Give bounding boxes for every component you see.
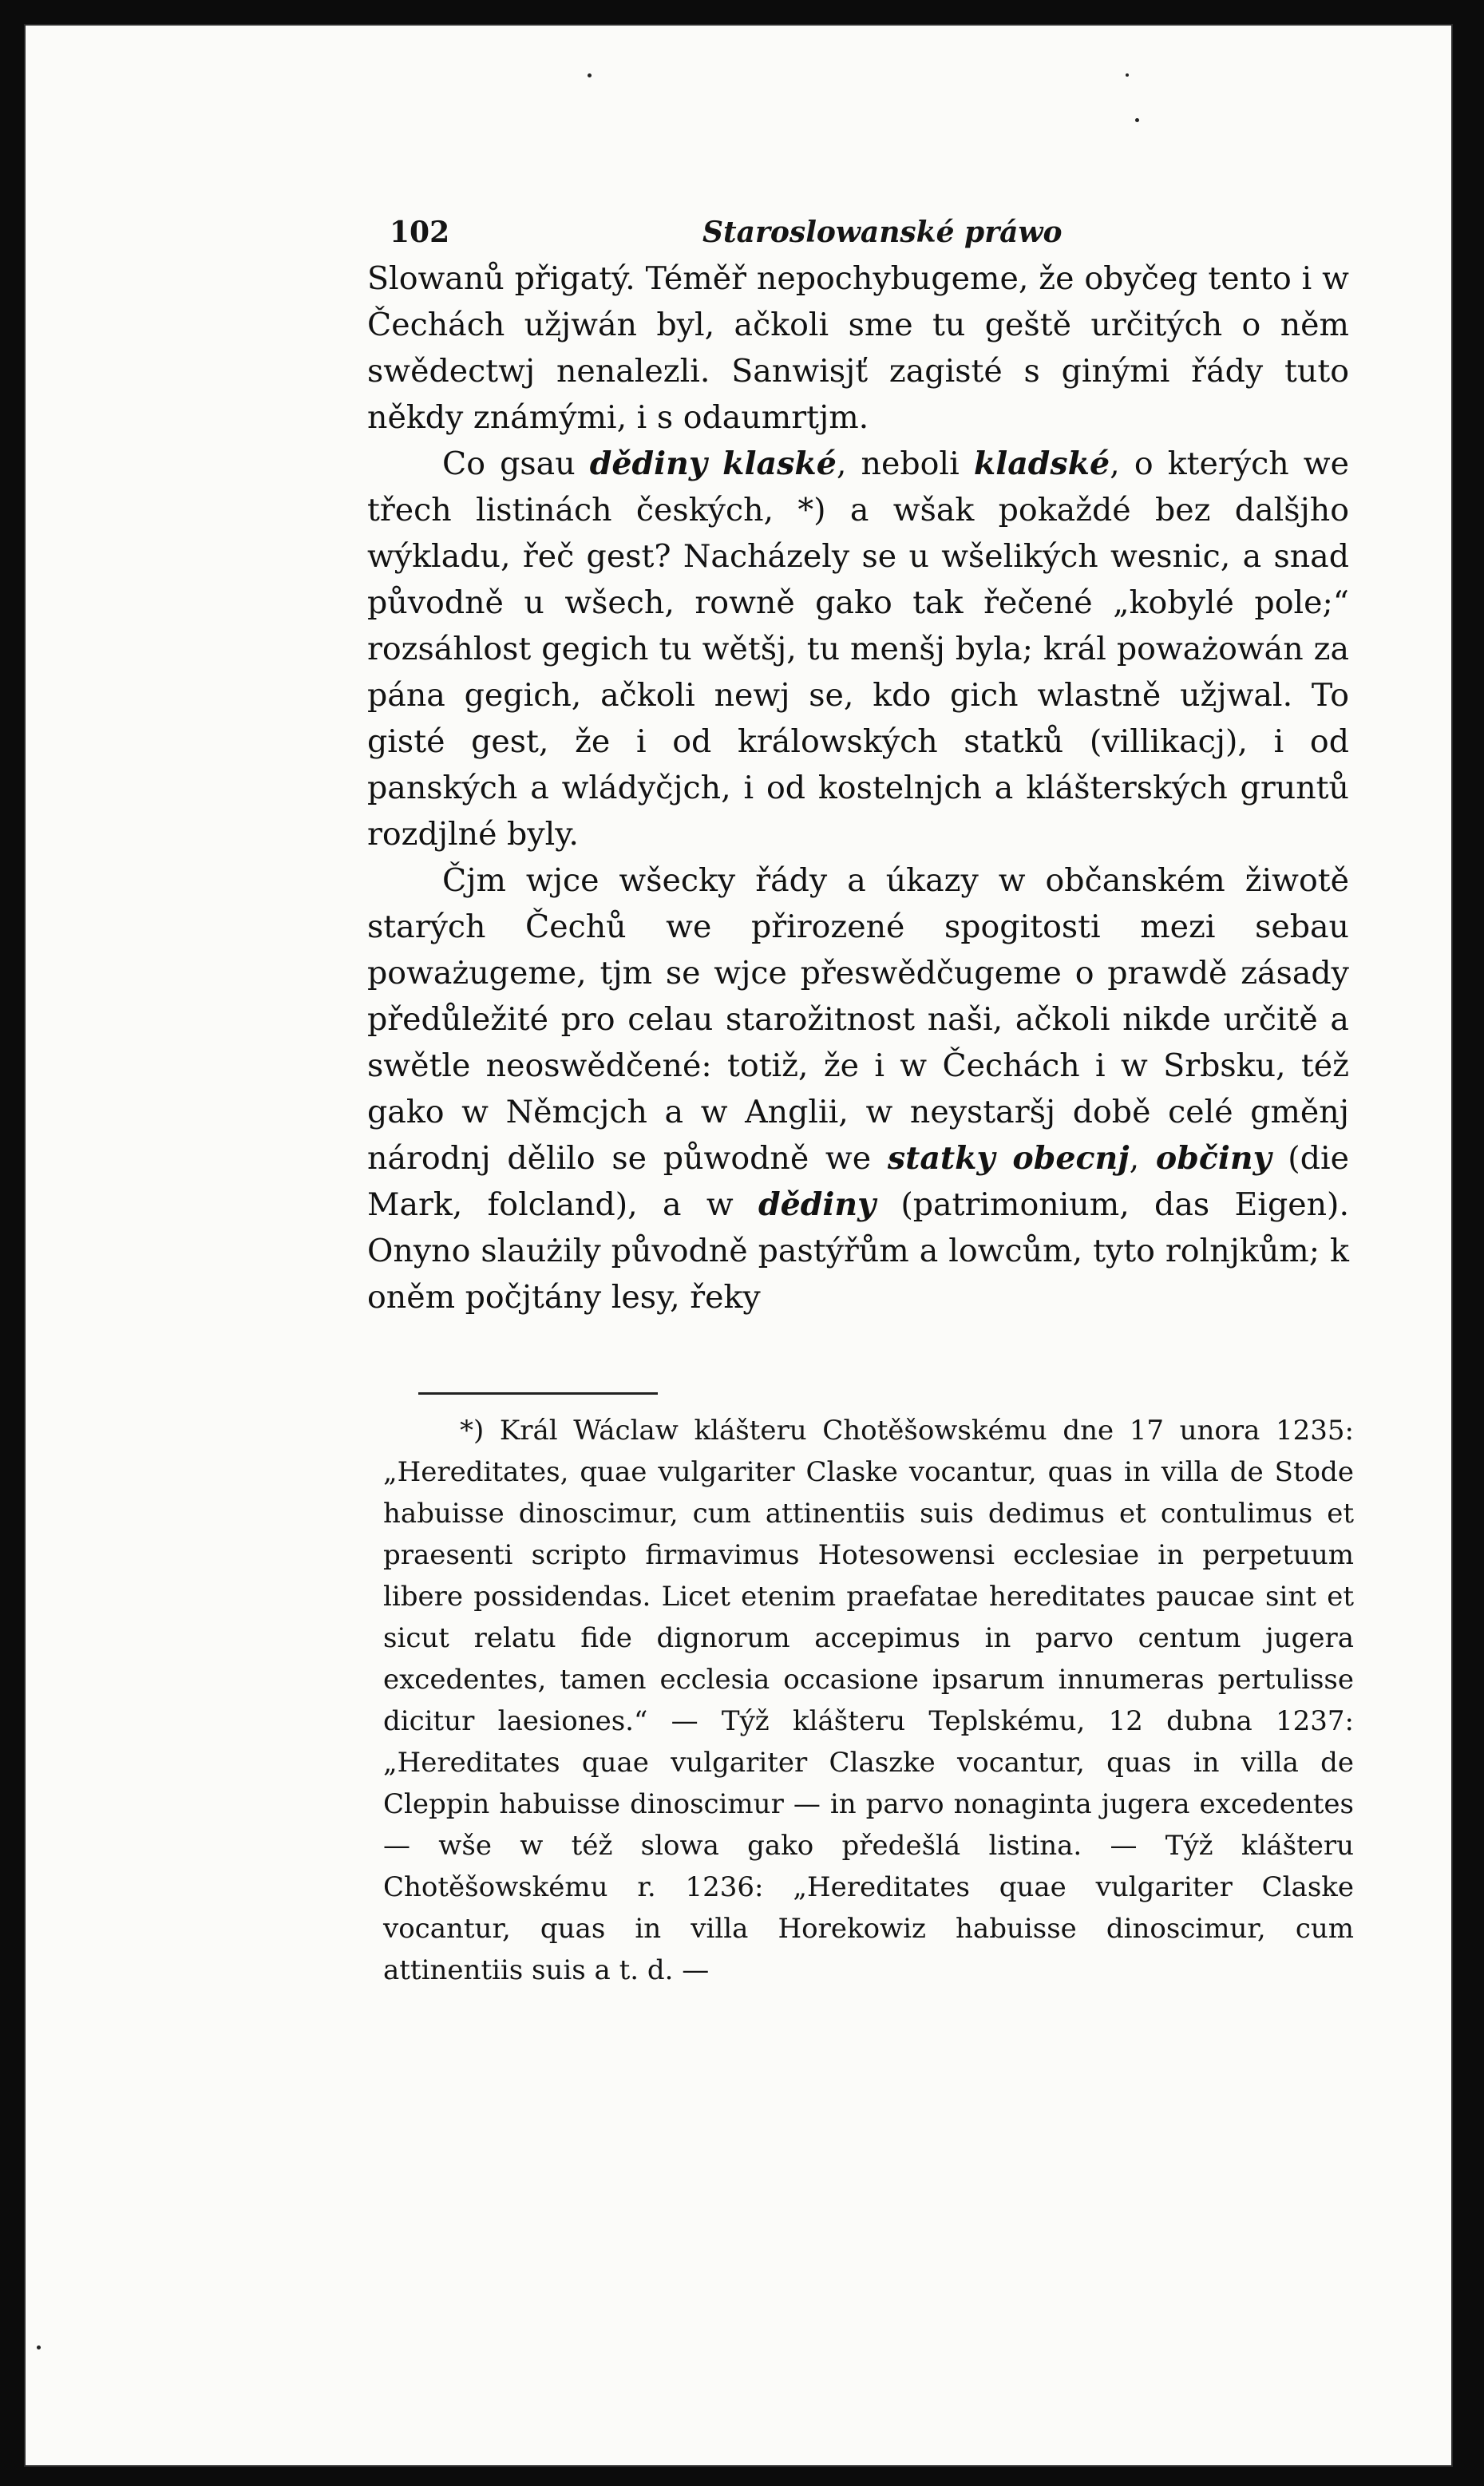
- emphasis-term: kladské: [973, 445, 1110, 482]
- text-run: (patrimonium, das Eigen). Onyno slaużily původně pastýřům a lowcům, tyto rolnjkům; k oněm počjtány lesy, řeky: [367, 1186, 1350, 1316]
- paragraph-3: [367, 857, 1349, 1320]
- emphasis-term: dědiny: [758, 1186, 877, 1223]
- scan-speck: [37, 2345, 41, 2349]
- footnote-text: *) Král Wáclaw klášteru Chotěšowskému dne 17 unora 1235: „Hereditates, quae vulgariter Claske vocantur, quas in villa de Stode habuisse dinoscimur, cum attinentiis suis dedimus et contulimus et praesenti scripto firmavimus Hotesowensi ecclesiae in perpetuum libere possidendas. Licet etenim praefatae hereditates paucae sint et sicut relatu fide dignorum accepimus in parvo centum jugera excedentes, tamen ecclesia occasione ipsarum innumeras pertulisse dicitur laesiones.“ — Týž klášteru Teplskému, 12 dubna 1237: „Hereditates quae vulgariter Claszke vocantur, quas in villa de Cleppin habuisse dinoscimur — in parvo nonaginta jugera excedentes — wše w též slowa gako předešlá listina. — Týž klášteru Chotěšowskému r. 1236: „Hereditates quae vulgariter Claske vocantur, quas in villa Horekowiz habuisse dinoscimur, cum attinentiis suis a t. d. —: [383, 1415, 1354, 1986]
- page-number: 102: [390, 216, 450, 249]
- emphasis-term: občiny: [1155, 1140, 1272, 1177]
- text-run: , neboli: [836, 445, 974, 482]
- emphasis-term: statky obecnj: [887, 1140, 1130, 1177]
- text-run: Co gsau: [442, 445, 590, 482]
- scan-speck: [1135, 118, 1139, 122]
- paragraph-2: [367, 441, 1349, 857]
- scan-speck: [588, 73, 592, 77]
- text-run: (die Mark, folcland), a w: [367, 1140, 1349, 1223]
- footnote: [383, 1410, 1354, 1991]
- paragraph-1: Slowanů přigatý. Téměř nepochybugeme, že obyčeg tento i w Čechách užjwán byl, ačkoli sme tu geště určitých o něm swědectwj nenalezli. Sanwisjť zagisté s ginými řády tuto někdy známými, i s odaumrtjm.: [367, 260, 1349, 436]
- running-head: [375, 212, 1094, 260]
- text-run: Čjm wjce wšecky řády a úkazy w občanském žiwotě starých Čechů we přirozené spogitosti mezi sebau poważugeme, tjm se wjce přeswědčugeme o prawdě zásady předůležité pro celau starožitnost naši, ačkoli nikde určitě a swětle neoswědčené: totiž, že i w Čechách i w Srbsku, též gako w Němcjch a w Anglii, w neystaršj době celé gměnj národnj dělilo se půwodně we: [367, 862, 1349, 1177]
- emphasis-term: dědiny klaské: [589, 445, 837, 482]
- running-title: Staroslowanské práwo: [702, 216, 1063, 249]
- footnote-separator: [418, 1392, 658, 1395]
- main-text: [367, 255, 1349, 1320]
- text-run: ,: [1129, 1140, 1156, 1177]
- text-run: , o kterých we třech listinách českých, *) a wšak pokaždé bez dalšjho wýkladu, řeč gest? Nacházely se u wšelikých wesnic, a snad původně u wšech, rowně gako tak řečené „kobylé pole;“ rozsáhlost gegich tu wětšj, tu menšj byla; král poważowán za pána gegich, ačkoli newj se, kdo gich wlastně užjwal. To gisté gest, že i od králowských statků (villikacj), i od panských a wládyčjch, i od kostelnjch a klášterských gruntů rozdjlné byly.: [367, 445, 1349, 853]
- scan-speck: [1126, 73, 1129, 77]
